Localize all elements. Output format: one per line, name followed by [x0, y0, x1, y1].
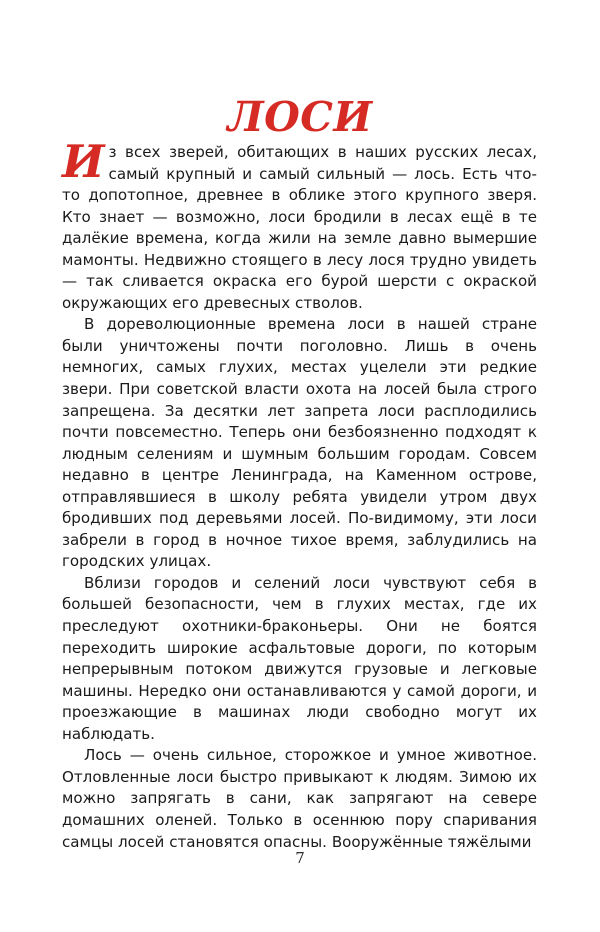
paragraph	[62, 314, 537, 573]
page-title: ЛОСИ	[227, 93, 373, 142]
page-number: 7	[295, 849, 305, 867]
paragraph	[62, 573, 537, 745]
paragraph-text: з всех зверей, обитающих в наших русских лесах, самый крупный и самый сильный — лось. Есть что-то допотопное, древнее в облике этого крупного зверя. Кто знает — возможно, лоси бродили в лесах ещё в те далёкие времена, когда жили на земле давно вымершие мамонты. Недвижно стоящего в лесу лося трудно увидеть — так сливается окраска его бурой шерсти с окраской окружающих его древесных стволов.	[62, 143, 537, 312]
drop-cap-letter: И	[62, 135, 105, 188]
paragraph-text: В дореволюционные времена лоси в нашей стране были уничтожены почти поголовно. Лишь в очень немногих, самых глухих, местах уцелели эти редкие звери. При советской власти охота на лосей была строго запрещена. За десятки лет запрета лоси расплодились почти повсеместно. Теперь они безбоязненно подходят к людным селениям и шумным большим городам. Совсем недавно в центре Ленинграда, на Каменном острове, отправлявшиеся в школу ребята увидели утром двух бродивших под деревьями лосей. По-видимому, эти лоси забрели в город в ночное тихое время, заблудились на городских улицах.	[62, 315, 537, 571]
paragraph	[62, 135, 537, 314]
paragraph	[62, 745, 537, 853]
paragraph-text: Вблизи городов и селений лоси чувствуют себя в большей безопасности, чем в глухих местах, где их преследуют охотники-браконьеры. Они не боятся переходить широкие асфальтовые дороги, по которым непрерывным потоком движутся грузовые и легковые машины. Нередко они останавливаются у самой дороги, и проезжающие в машинах люди свободно могут их наблюдать.	[62, 573, 537, 743]
body-text-column	[62, 135, 537, 853]
paragraph-text: Лось — очень сильное, сторожкое и умное животное. Отловленные лоси быстро привыкают к людям. Зимою их можно запрягать в сани, как запрягают на севере домашних оленей. Только в осеннюю пору спаривания самцы лосей становятся опасны. Вооружённые тяжёлыми	[62, 746, 537, 851]
